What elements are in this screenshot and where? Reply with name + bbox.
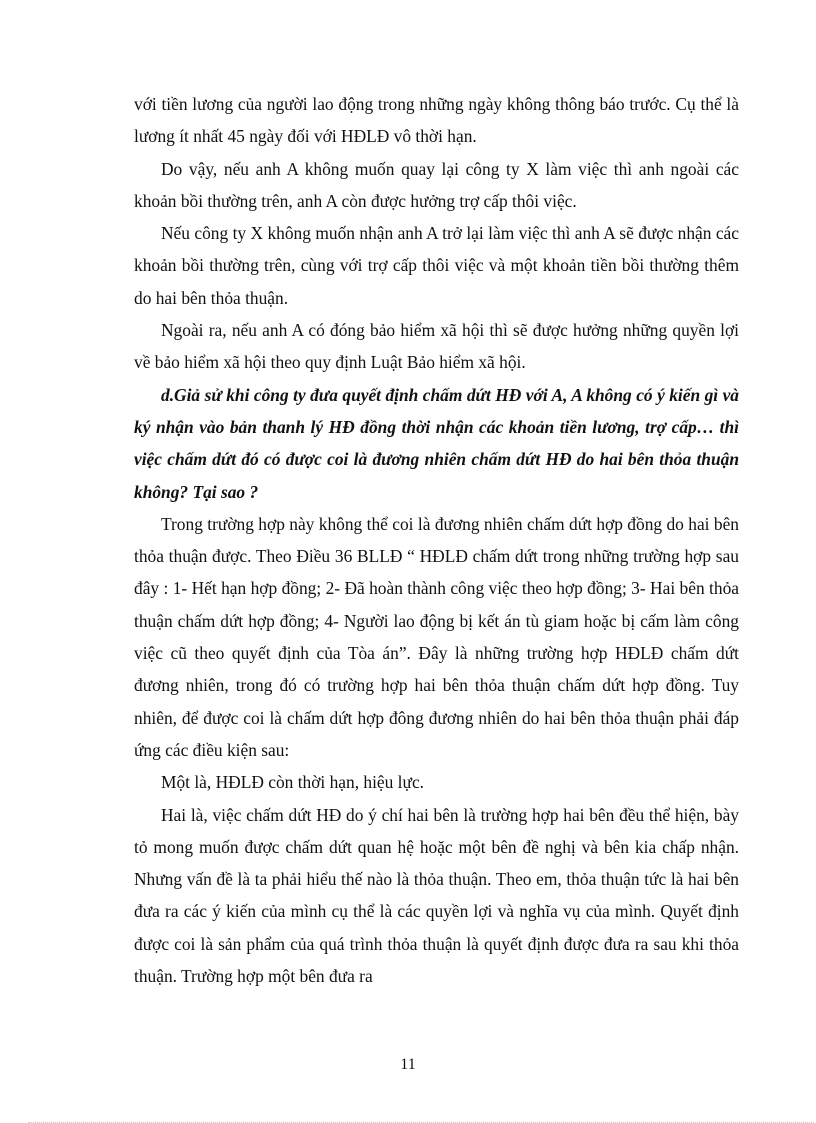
page-number: 11 <box>400 1056 416 1073</box>
paragraph-continuation: với tiền lương của người lao động trong những ngày không thông báo trước. Cụ thể là lương ít nhất 45 ngày đối với HĐLĐ vô thời hạn. <box>134 94 739 147</box>
paragraph: Trong trường hợp này không thể coi là đương nhiên chấm dứt hợp đồng do hai bên thỏa thuận được. Theo Điều 36 BLLĐ “ HĐLĐ chấm dứt trong những trường hợp sau đây : 1- Hết hạn hợp đồng; 2- Đã hoàn thành công việc theo hợp đồng; 3- Hai bên thỏa thuận chấm dứt hợp đồng; 4- Người lao động bị kết án tù giam hoặc bị cấm làm công việc cũ theo quyết định của Tòa án”. Đây là những trường hợp HĐLĐ chấm dứt đương nhiên, trong đó có trường hợp hai bên thỏa thuận chấm dứt hợp đồng. Tuy nhiên, để được coi là chấm dứt hợp đông đương nhiên do hai bên thỏa thuận phải đáp ứng các điều kiện sau: <box>134 513 739 760</box>
paragraph: Nếu công ty X không muốn nhận anh A trở lại làm việc thì anh A sẽ được nhận các khoản bồi thường trên, cùng với trợ cấp thôi việc và một khoản tiền bồi thường thêm do hai bên thỏa thuận. <box>134 223 739 308</box>
question-heading: d.Giả sử khi công ty đưa quyết định chấm dứt HĐ với A, A không có ý kiến gì và ký nhận vào bản thanh lý HĐ đồng thời nhận các khoản tiền lương, trợ cấp… thì việc chấm dứt đó có được coi là đương nhiên chấm dứt HĐ do hai bên thỏa thuận không? Tại sao ? <box>134 384 739 502</box>
paragraph: Do vậy, nếu anh A không muốn quay lại công ty X làm việc thì anh ngoài các khoản bồi thường trên, anh A còn được hưởng trợ cấp thôi việc. <box>134 158 739 211</box>
paragraph: Một là, HĐLĐ còn thời hạn, hiệu lực. <box>161 772 425 793</box>
body-text <box>134 88 739 992</box>
paragraph: Hai là, việc chấm dứt HĐ do ý chí hai bên là trường hợp hai bên đều thể hiện, bày tỏ mong muốn được chấm dứt quan hệ hoặc một bên đề nghị và bên kia chấp nhận. Nhưng vấn đề là ta phải hiểu thế nào là thỏa thuận. Theo em, thỏa thuận tức là hai bên đưa ra các ý kiến của mình cụ thể là các quyền lợi và nghĩa vụ của mình. Quyết định được coi là sản phẩm của quá trình thỏa thuận là quyết định được đưa ra sau khi thỏa thuận. Trường hợp một bên đưa ra <box>134 804 739 987</box>
paragraph: Ngoài ra, nếu anh A có đóng bảo hiểm xã hội thì sẽ được hưởng những quyền lợi về bảo hiểm xã hội theo quy định Luật Bảo hiểm xã hội. <box>134 320 739 373</box>
